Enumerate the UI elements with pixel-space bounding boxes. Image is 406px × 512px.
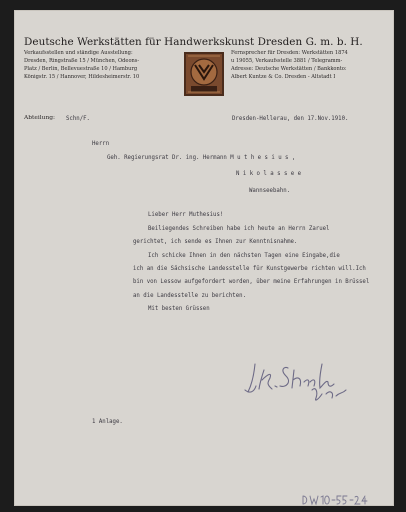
address-city: N i k o l a s s e e (236, 171, 302, 177)
body-line: bin von Lessow aufgefordert worden, über meine Erfahrungen in Brüssel (133, 279, 370, 285)
letterhead-contacts (231, 49, 348, 81)
letterhead-right-line: Albert Kuntze & Co. Dresden - Altstadt I (231, 74, 336, 81)
letterhead-addresses (24, 49, 139, 81)
address-line: Herrn (92, 141, 110, 147)
company-emblem-icon (183, 51, 225, 97)
company-name: Deutsche Werkstätten für Handwerkskunst Dresden G. m. b. H. (24, 36, 363, 48)
handwritten-signature (242, 356, 354, 404)
salutation: Lieber Herr Muthesius! (148, 212, 224, 218)
address-line: Wannseebahn. (249, 188, 291, 194)
body-line: an die Landesstelle zu berichten. (133, 293, 246, 299)
letterhead-left-line: Dresden, Ringstraße 15 / München, Odeons- (24, 58, 140, 65)
body-line: ich an die Sächsische Landesstelle für Kunstgewerbe richten will.Ich (133, 266, 366, 272)
department-label: Abteilung: (24, 115, 55, 121)
letterhead-left-line: Platz / Berlin, Bellevuestraße 10 / Hamburg (24, 66, 138, 73)
letter-date: Dresden-Hellerau, den 17.Nov.1910. (232, 116, 349, 122)
body-line: Ich schicke Ihnen in den nächsten Tagen eine Eingabe,die (148, 253, 340, 259)
letterhead-right-line: u 19055, Verkaufsstelle 3881 / Telegramm- (231, 58, 343, 65)
pencil-archive-note (300, 494, 370, 506)
closing: Mit besten Grüssen (148, 306, 210, 312)
body-line: Beiliegendes Schreiben habe ich heute an Herrn Zaruel (148, 226, 330, 232)
enclosure-note: 1 Anlage. (92, 419, 123, 425)
department-value: Schn/F. (66, 116, 90, 122)
letterhead-left-line: Königstr. 15 / Hannover, Hildesheimerstr. 10 (24, 74, 140, 81)
body-line: gerichtet, ich sende es Ihnen zur Kenntnisnahme. (133, 239, 298, 245)
letterhead-right-line: Fernsprecher für Dresden: Werkstätten 1874 (231, 50, 348, 56)
letterhead-left-line: Verkaufsstellen und ständige Ausstellung: (24, 50, 133, 56)
address-recipient: Geh. Regierungsrat Dr. ing. Hermann M u t h e s i u s , (107, 155, 296, 161)
letterhead-right-line: Adresse: Deutsche Werkstätten / Bankkonto: (231, 66, 347, 73)
